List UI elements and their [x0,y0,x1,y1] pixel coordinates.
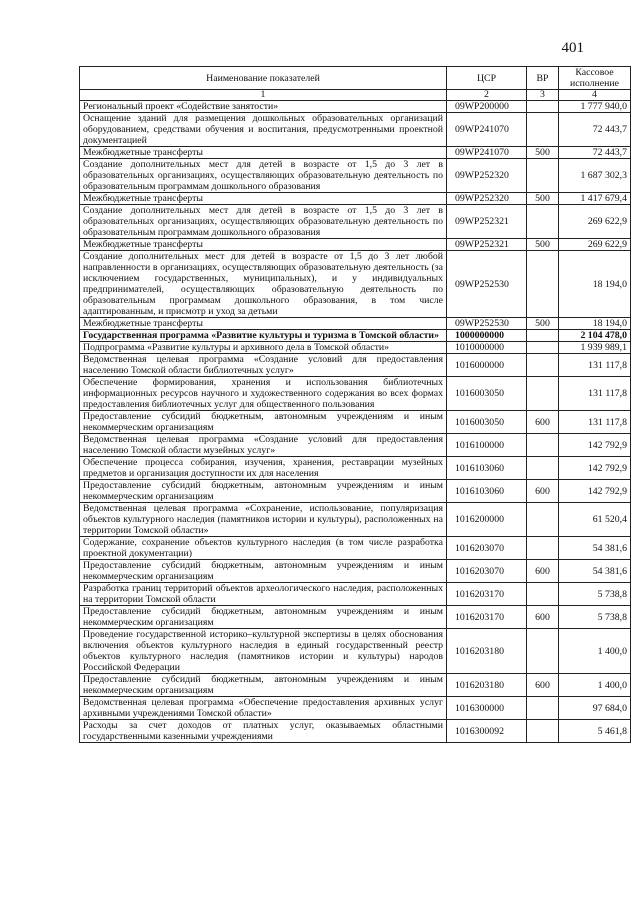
row-name: Межбюджетные трансферты [80,147,447,159]
header-name: Наименование показателей [80,67,447,90]
row-vr: 600 [527,606,559,629]
row-amount: 61 520,4 [559,503,631,537]
row-vr [527,251,559,318]
row-csr: 1016300000 [447,697,527,720]
row-csr: 1016200000 [447,503,527,537]
page-number: 401 [561,40,584,56]
table-body [80,101,631,743]
table-row [80,503,631,537]
table-row [80,330,631,342]
row-amount: 269 622,9 [559,205,631,239]
row-name: Обеспечение процесса собирания, изучения, хранения, реставрации музейных предметов и организация доступности их для населения [80,457,447,480]
row-name: Ведомственная целевая программа «Сохранение, использование, популяризация объектов культурного наследия (памятников истории и культуры), расположенных на территории Томской области» [80,503,447,537]
row-vr [527,113,559,147]
row-amount: 1 400,0 [559,629,631,674]
row-amount: 18 194,0 [559,318,631,330]
table-row [80,377,631,411]
row-csr: 1000000000 [447,330,527,342]
row-name: Проведение государственной историко–культурной экспертизы в целях обоснования включения объектов культурного наследия в единый государственный реестр объектов культурного наследия (памятников истории и культуры) народов Российской Федерации [80,629,447,674]
row-csr: 1016203070 [447,560,527,583]
table-row [80,480,631,503]
table-row [80,606,631,629]
header-amount: Кассовое исполнение [559,67,631,90]
row-csr: 1016203180 [447,674,527,697]
row-csr: 09WP241070 [447,147,527,159]
row-name: Содержание, сохранение объектов культурного наследия (в том числе разработка проектной документации) [80,537,447,560]
row-vr: 600 [527,411,559,434]
table-row [80,147,631,159]
row-vr [527,503,559,537]
row-vr [527,101,559,113]
row-vr [527,583,559,606]
table-row [80,205,631,239]
row-vr [527,159,559,193]
table-row [80,318,631,330]
row-name: Предоставление субсидий бюджетным, автономным учреждениям и иным некоммерческим организациям [80,480,447,503]
row-amount: 18 194,0 [559,251,631,318]
table-row [80,560,631,583]
table-row [80,193,631,205]
row-csr: 1016203170 [447,583,527,606]
row-name: Ведомственная целевая программа «Обеспечение предоставления архивных услуг архивными учреждениями Томской области» [80,697,447,720]
row-csr: 09WP252530 [447,251,527,318]
row-amount: 131 117,8 [559,377,631,411]
table-row [80,629,631,674]
table-row [80,342,631,354]
row-vr: 600 [527,674,559,697]
row-name: Создание дополнительных мест для детей в возрасте от 1,5 до 3 лет в образовательных организациях, осуществляющих образовательную деятельность по образовательным программам дошкольного образования [80,205,447,239]
row-csr: 09WP252321 [447,205,527,239]
row-name: Ведомственная целевая программа «Создание условий для предоставления населению Томской области библиотечных услуг» [80,354,447,377]
row-amount: 5 461,8 [559,720,631,743]
row-vr [527,434,559,457]
row-name: Предоставление субсидий бюджетным, автономным учреждениям и иным некоммерческим организациям [80,606,447,629]
row-amount: 72 443,7 [559,147,631,159]
row-amount: 131 117,8 [559,411,631,434]
column-index: 2 [447,90,527,101]
budget-table [79,66,631,743]
row-amount: 1 400,0 [559,674,631,697]
row-csr: 09WP252530 [447,318,527,330]
column-index: 1 [80,90,447,101]
row-vr [527,457,559,480]
column-index: 4 [559,90,631,101]
row-csr: 09WP252321 [447,239,527,251]
table-row [80,251,631,318]
table-row [80,537,631,560]
row-vr [527,629,559,674]
table-row [80,354,631,377]
row-name: Расходы за счет доходов от платных услуг, оказываемых областными государственными казенными учреждениями [80,720,447,743]
row-vr: 500 [527,147,559,159]
row-amount: 1 687 302,3 [559,159,631,193]
row-name: Создание дополнительных мест для детей в возрасте от 1,5 до 3 лет любой направленности в организациях, осуществляющих образовательную деятельность (за исключением государственных, муниципальных), и у индивидуальных предпринимателей, осуществляющих образовательную деятельность по образовательным программам дошкольного образования, в том числе адаптированным, и присмотр и уход за детьми [80,251,447,318]
table-row [80,411,631,434]
row-amount: 131 117,8 [559,354,631,377]
row-amount: 72 443,7 [559,113,631,147]
row-vr [527,330,559,342]
column-index: 3 [527,90,559,101]
table-row [80,239,631,251]
row-vr [527,377,559,411]
row-amount: 269 622,9 [559,239,631,251]
row-amount: 5 738,8 [559,583,631,606]
header-csr: ЦСР [447,67,527,90]
row-name: Ведомственная целевая программа «Создание условий для предоставления населению Томской области музейных услуг» [80,434,447,457]
row-name: Подпрограмма «Развитие культуры и архивного дела в Томской области» [80,342,447,354]
table-row [80,434,631,457]
table-row [80,457,631,480]
row-amount: 1 417 679,4 [559,193,631,205]
row-csr: 1016100000 [447,434,527,457]
row-vr [527,720,559,743]
row-name: Межбюджетные трансферты [80,193,447,205]
row-amount: 142 792,9 [559,457,631,480]
row-csr: 1016003050 [447,377,527,411]
row-vr: 500 [527,239,559,251]
row-csr: 1016203170 [447,606,527,629]
row-csr: 09WP252320 [447,193,527,205]
table-row [80,697,631,720]
table-row [80,101,631,113]
row-name: Создание дополнительных мест для детей в возрасте от 1,5 до 3 лет в образовательных организациях, осуществляющих образовательную деятельность по образовательным программам дошкольного образования [80,159,447,193]
table-row [80,159,631,193]
header-vr: ВР [527,67,559,90]
row-name: Обеспечение формирования, хранения и использования библиотечных информационных ресурсов научного и художественного содержания во всех формах предоставления библиотечных услуг для общественного пользования [80,377,447,411]
row-csr: 1016000000 [447,354,527,377]
row-name: Региональный проект «Содействие занятости» [80,101,447,113]
row-vr [527,354,559,377]
row-csr: 1016203180 [447,629,527,674]
row-amount: 97 684,0 [559,697,631,720]
row-name: Межбюджетные трансферты [80,239,447,251]
row-name: Разработка границ территорий объектов археологического наследия, расположенных на территории Томской области [80,583,447,606]
row-amount: 1 777 940,0 [559,101,631,113]
row-name: Предоставление субсидий бюджетным, автономным учреждениям и иным некоммерческим организациям [80,560,447,583]
row-csr: 09WP241070 [447,113,527,147]
row-csr: 1010000000 [447,342,527,354]
row-vr: 500 [527,193,559,205]
row-csr: 1016103060 [447,480,527,503]
row-name: Предоставление субсидий бюджетным, автономным учреждениям и иным некоммерческим организациям [80,674,447,697]
table-row [80,674,631,697]
column-index-row [80,90,631,101]
row-csr: 09WP200000 [447,101,527,113]
table-header-row [80,67,631,90]
row-vr: 600 [527,560,559,583]
row-vr: 600 [527,480,559,503]
row-name: Оснащение зданий для размещения дошкольных образовательных организаций оборудованием, средствами обучения и воспитания, предусмотренными проектной документацией [80,113,447,147]
row-vr [527,697,559,720]
row-vr [527,342,559,354]
table-row [80,583,631,606]
row-vr [527,537,559,560]
row-vr [527,205,559,239]
row-csr: 1016103060 [447,457,527,480]
row-amount: 2 104 478,0 [559,330,631,342]
table-row [80,720,631,743]
table-row [80,113,631,147]
row-amount: 54 381,6 [559,560,631,583]
row-amount: 142 792,9 [559,480,631,503]
row-amount: 142 792,9 [559,434,631,457]
row-csr: 1016300092 [447,720,527,743]
row-name: Межбюджетные трансферты [80,318,447,330]
row-name: Предоставление субсидий бюджетным, автономным учреждениям и иным некоммерческим организациям [80,411,447,434]
row-amount: 1 939 989,1 [559,342,631,354]
row-csr: 1016003050 [447,411,527,434]
row-name: Государственная программа «Развитие культуры и туризма в Томской области» [80,330,447,342]
row-amount: 5 738,8 [559,606,631,629]
row-csr: 1016203070 [447,537,527,560]
row-csr: 09WP252320 [447,159,527,193]
row-vr: 500 [527,318,559,330]
row-amount: 54 381,6 [559,537,631,560]
